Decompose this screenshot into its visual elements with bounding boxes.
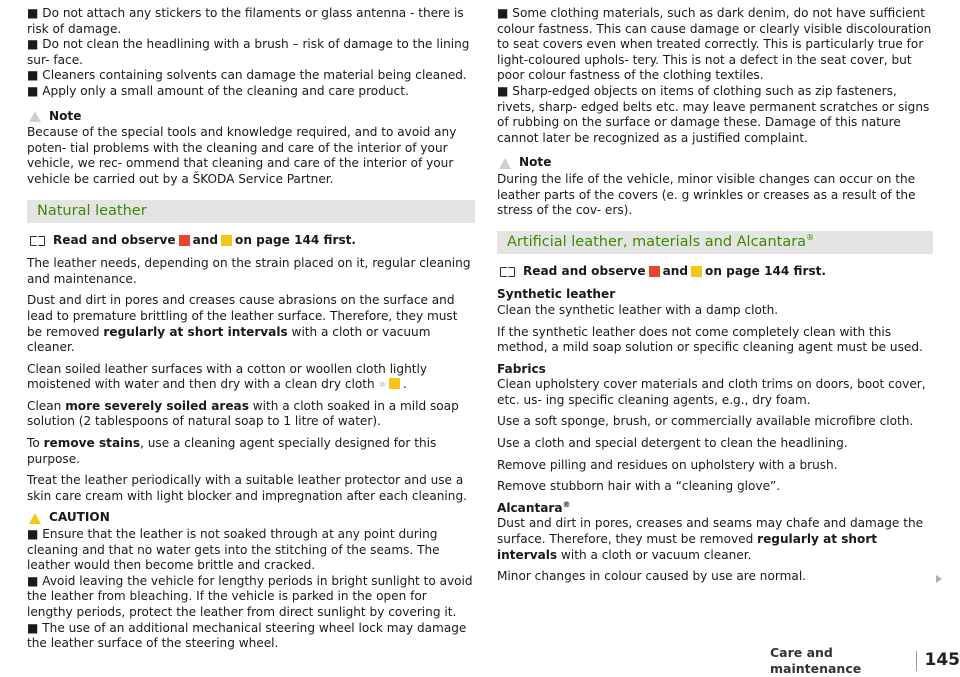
subheading-synthetic-leather: Synthetic leather <box>497 287 616 302</box>
page-number: 145 <box>924 649 960 670</box>
bullet-list <box>497 6 933 146</box>
footer-chapter-label: Care and maintenance <box>770 645 862 676</box>
paragraph: Clean the synthetic leather with a damp cloth. <box>497 302 779 317</box>
caution-heading <box>27 510 475 526</box>
note-text: During the life of the vehicle, minor visible changes can occur on the leather parts of the covers (e. g wrinkles or creases as a result of the stress of the cov- ers). <box>497 171 916 218</box>
note-warning-icon <box>29 111 41 122</box>
note-label: Note <box>519 155 552 170</box>
paragraph: To remove stains, use a cleaning agent specially designed for this purpose. <box>27 436 437 466</box>
left-column <box>27 6 475 652</box>
subheading-fabrics: Fabrics <box>497 361 546 376</box>
list-item: ■ Sharp-edged objects on items of clothing such as zip fasteners, rivets, sharp- edged belts etc. may leave permanent scratches or signs of rubbing on the surface or damage these. Damage of this nature cannot later be recognized as a justified complaint. <box>497 83 930 145</box>
list-item: ■ The use of an additional mechanical steering wheel lock may damage the leather surface of the steering wheel. <box>27 620 467 651</box>
caution-label: CAUTION <box>49 510 110 525</box>
cross-reference: Read and observe and on page 144 first. <box>497 264 933 280</box>
paragraph: Minor changes in colour caused by use are normal. <box>497 569 933 585</box>
list-item: ■ Avoid leaving the vehicle for lengthy periods in bright sunlight to avoid the leather from bleaching. If the vehicle is parked in the open for lengthy periods, protect the leather from direct sunlight by covering it. <box>27 573 473 619</box>
paragraph: Clean soiled leather surfaces with a cotton or woollen cloth lightly moistened with water and then dry with a clean dry cloth » . <box>27 361 428 392</box>
warning-square-icon[interactable] <box>179 235 190 246</box>
subheading-alcantara: Alcantara® <box>497 499 571 515</box>
bullet-list <box>27 6 475 100</box>
paragraph: If the synthetic leather does not come completely clean with this method, a mild soap solution or specific cleaning agent must be used. <box>497 324 923 355</box>
list-item: ■ Some clothing materials, such as dark denim, do not have sufficient colour fastness. This can cause damage or clearly visible discolouration to seat covers even when treated correctly. This is particularly true for light-coloured uphols- tery. This is not a defect in the seat cover, but poor colour fastness of the clothing textiles. <box>497 6 932 83</box>
paragraph: Remove stubborn hair with a “cleaning glove”. <box>497 479 781 494</box>
section-title-natural-leather: Natural leather <box>27 200 475 223</box>
caution-square-icon[interactable] <box>691 266 702 277</box>
paragraph: The leather needs, depending on the strain placed on it, regular cleaning and maintenance. <box>27 256 471 286</box>
caution-warning-icon <box>29 513 41 524</box>
list-item: ■ Ensure that the leather is not soaked through at any point during cleaning and that no water gets into the stitching of the seams. The leather would then become brittle and cracked. <box>27 527 440 573</box>
list-item: ■ Apply only a small amount of the cleaning and care product. <box>27 83 409 98</box>
paragraph: Treat the leather periodically with a suitable leather protector and use a skin care cream with light blocker and impregnation after each cleaning. <box>27 473 467 503</box>
section-title-artificial-leather: Artificial leather, materials and Alcantara® <box>497 231 933 254</box>
caution-square-icon[interactable] <box>221 235 232 246</box>
book-icon <box>30 235 45 246</box>
caution-square-icon[interactable] <box>389 378 400 389</box>
note-warning-icon <box>499 158 511 169</box>
list-item: ■ Do not attach any stickers to the filaments or glass antenna - there is risk of damage. <box>27 6 464 36</box>
paragraph: Clean more severely soiled areas with a cloth soaked in a mild soap solution (2 tablespoons of natural soap to 1 litre of water). <box>27 398 459 429</box>
warning-square-icon[interactable] <box>649 266 660 277</box>
right-column <box>497 6 933 591</box>
paragraph: Dust and dirt in pores, creases and seams may chafe and damage the surface. Therefore, they must be removed regularly at short intervals with a cloth or vacuum cleaner. <box>497 516 924 562</box>
list-item: ■ Do not clean the headlining with a brush – risk of damage to the lining sur- face. <box>27 37 470 67</box>
cross-reference-arrow[interactable]: » <box>378 377 386 392</box>
paragraph: Use a soft sponge, brush, or commercially available microfibre cloth. <box>497 414 914 429</box>
list-item: ■ Cleaners containing solvents can damage the material being cleaned. <box>27 68 467 83</box>
book-icon <box>500 266 515 277</box>
note-label: Note <box>49 108 82 123</box>
page-footer <box>770 645 960 676</box>
paragraph: Clean upholstery cover materials and cloth trims on doors, boot cover, etc. us- ing specific cleaning agents, e.g., dry foam. <box>497 377 926 407</box>
paragraph: Dust and dirt in pores and creases cause abrasions on the surface and lead to premature brittling of the leather surface. Therefore, they must be removed regularly at short intervals with a cloth or vacuum cleaner. <box>27 293 458 355</box>
note-text: Because of the special tools and knowledge required, and to avoid any poten- tial problems with the cleaning and care of the interior of your vehicle, we rec- ommend that cleaning and care of the interior of your vehicle be carried out by a ŠKODA Service Partner. <box>27 125 457 186</box>
cross-reference: Read and observe and on page 144 first. <box>27 233 475 249</box>
continue-arrow-icon <box>936 575 942 583</box>
note-heading <box>497 155 933 171</box>
paragraph: Use a cloth and special detergent to clean the headlining. <box>497 436 848 451</box>
paragraph: Remove pilling and residues on upholstery with a brush. <box>497 457 838 472</box>
footer-divider <box>916 651 917 671</box>
caution-list <box>27 527 475 652</box>
note-heading <box>27 109 475 125</box>
